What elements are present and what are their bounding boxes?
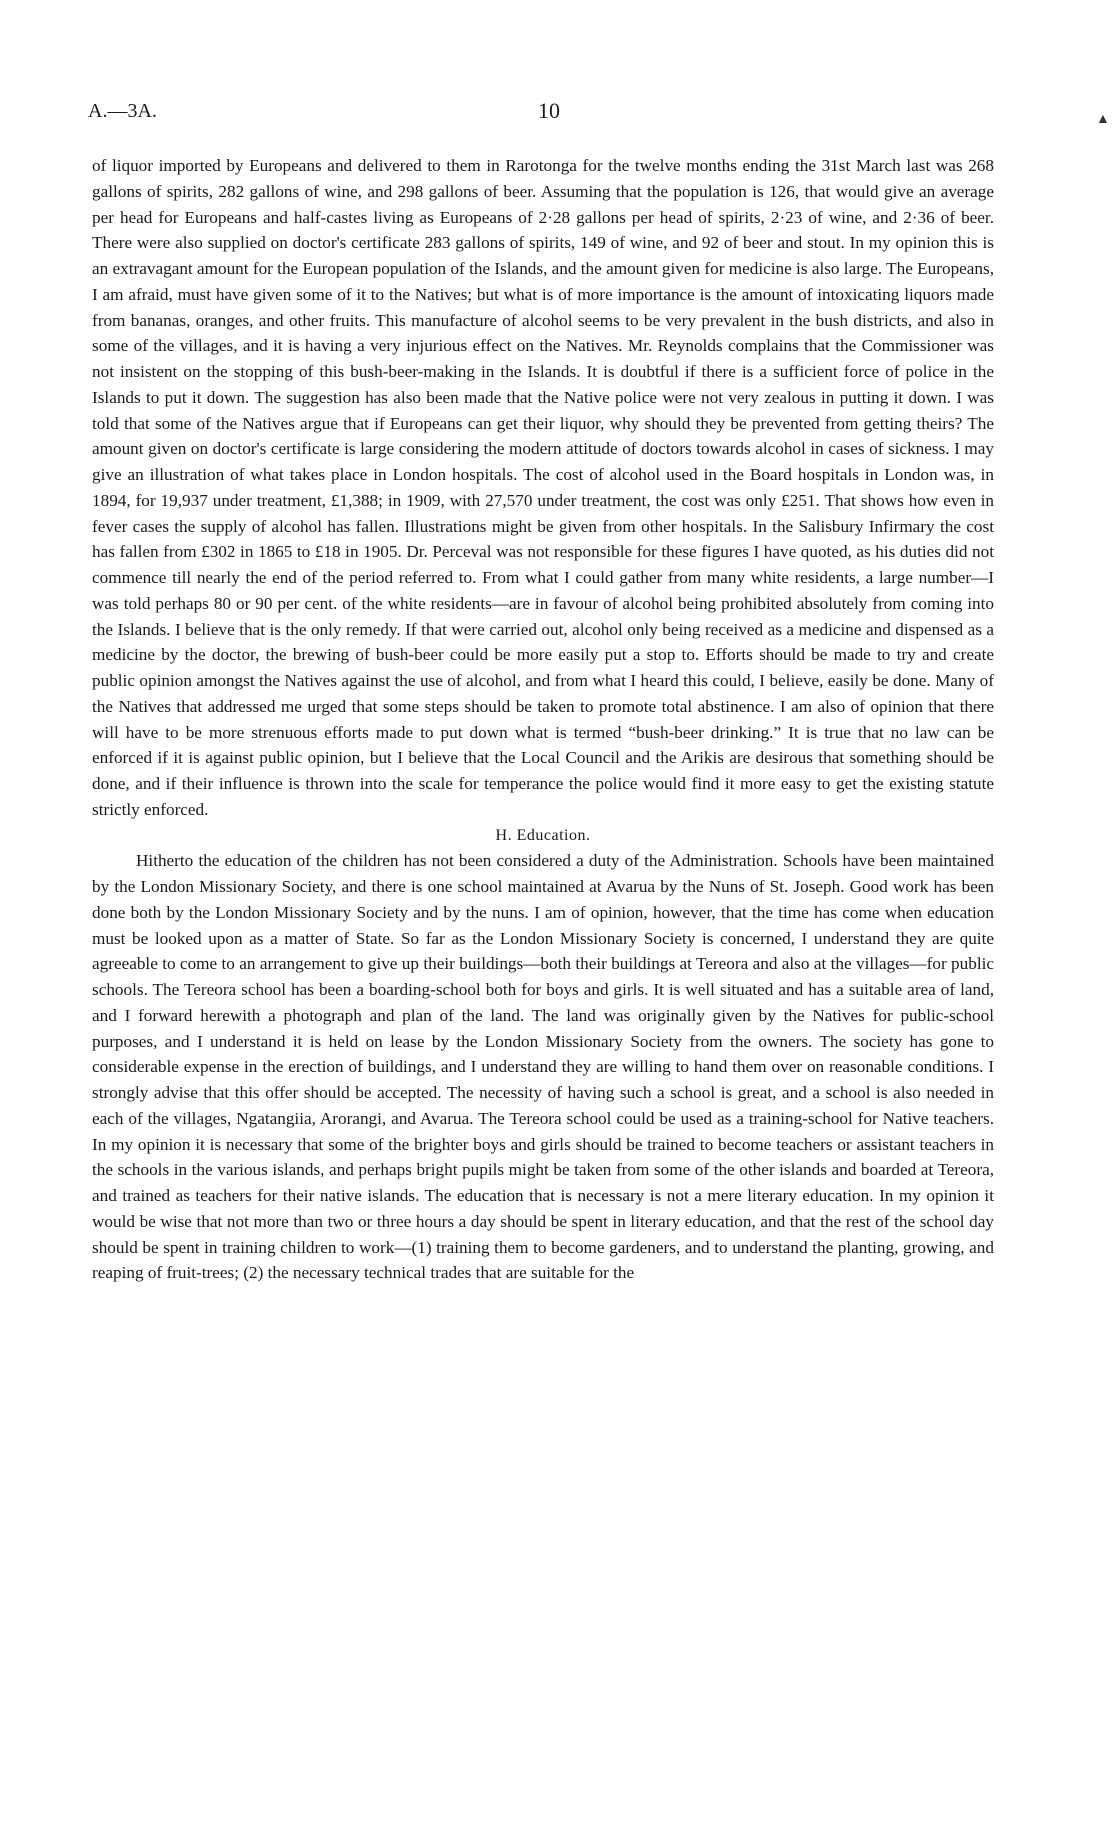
- edge-mark-icon: ▲: [1096, 112, 1110, 127]
- document-reference: A.—3A.: [88, 100, 157, 122]
- page-number: 10: [538, 98, 560, 123]
- page-header: [88, 100, 1000, 130]
- body-text: [92, 153, 994, 1286]
- paragraph-education: Hitherto the education of the children has not been considered a duty of the Administration. Schools have been maintained by the London Missionary Society, and there is one school maintained at Avarua by the Nuns of St. Joseph. Good work has been done both by the London Missionary Society and by the nuns. I am of opinion, however, that the time has come when education must be looked upon as a matter of State. So far as the London Missionary Society is concerned, I understand they are quite agreeable to come to an arrangement to give up their buildings—both their buildings at Tereora and also at the villages—for public schools. The Tereora school has been a boarding-school both for boys and girls. It is well situated and has a suitable area of land, and I forward herewith a photograph and plan of the land. The land was originally given by the Natives for public-school purposes, and I understand it is held on lease by the London Missionary Society from the owners. The society has gone to considerable expense in the erection of buildings, and I understand they are willing to hand them over on reasonable conditions. I strongly advise that this offer should be accepted. The necessity of having such a school is great, and a school is also needed in each of the villages, Ngatangiia, Arorangi, and Avarua. The Tereora school could be used as a training-school for Native teachers. In my opinion it is necessary that some of the brighter boys and girls should be trained to become teachers or assistant teachers in the schools in the various islands, and perhaps bright pupils might be taken from some of the other islands and boarded at Tereora, and trained as teachers for their native islands. The education that is necessary is not a mere literary education. In my opinion it would be wise that not more than two or three hours a day should be spent in literary education, and that the rest of the school day should be spent in training children to work—(1) training them to become gardeners, and to understand the planting, growing, and reaping of fruit-trees; (2) the necessary technical trades that are suitable for the: [92, 851, 994, 1283]
- section-heading-education: H. Education.: [495, 826, 591, 844]
- paragraph-liquor: of liquor imported by Europeans and delivered to them in Rarotonga for the twelve months ending the 31st March last was 268 gallons of spirits, 282 gallons of wine, and 298 gallons of beer. Assuming that the population is 126, that would give an average per head for Europeans and half-castes living as Europeans of 2·28 gallons per head of spirits, 2·23 of wine, and 2·36 of beer. There were also supplied on doctor's certificate 283 gallons of spirits, 149 of wine, and 92 of beer and stout. In my opinion this is an extravagant amount for the European population of the Islands, and the amount given for medicine is also large. The Europeans, I am afraid, must have given some of it to the Natives; but what is of more importance is the amount of intoxicating liquors made from bananas, oranges, and other fruits. This manufacture of alcohol seems to be very prevalent in the bush districts, and also in some of the villages, and it is having a very injurious effect on the Natives. Mr. Reynolds complains that the Commissioner was not insistent on the stopping of this bush-beer-making in the Islands. It is doubtful if there is a sufficient force of police in the Islands to put it down. The suggestion has also been made that the Native police were not very zealous in putting it down. I was told that some of the Natives argue that if Europeans can get their liquor, why should they be prevented from getting theirs? The amount given on doctor's certificate is large considering the modern attitude of doctors towards alcohol in cases of sickness. I may give an illustration of what takes place in London hospitals. The cost of alcohol used in the Board hospitals in London was, in 1894, for 19,937 under treatment, £1,388; in 1909, with 27,570 under treatment, the cost was only £251. That shows how even in fever cases the supply of alcohol has fallen. Illustrations might be given from other hospitals. In the Salisbury Infirmary the cost has fallen from £302 in 1865 to £18 in 1905. Dr. Perceval was not responsible for these figures I have quoted, as his duties did not commence till nearly the end of the period referred to. From what I could gather from many white residents, a large number—I was told perhaps 80 or 90 per cent. of the white residents—are in favour of alcohol being prohibited absolutely from coming into the Islands. I believe that is the only remedy. If that were carried out, alcohol only being received as a medicine and dispensed as a medicine by the doctor, the brewing of bush-beer could be more easily put a stop to. Efforts should be made to try and create public opinion amongst the Natives against the use of alcohol, and from what I heard this could, I believe, easily be done. Many of the Natives that addressed me urged that some steps should be taken to promote total abstinence. I am also of opinion that there will have to be more strenuous efforts made to put down what is termed “bush-beer drinking.” It is true that no law can be enforced if it is against public opinion, but I believe that the Local Council and the Arikis are desirous that something should be done, and if their influence is thrown into the scale for temperance the police would find it more easy to get the existing statute strictly enforced.: [92, 156, 994, 819]
